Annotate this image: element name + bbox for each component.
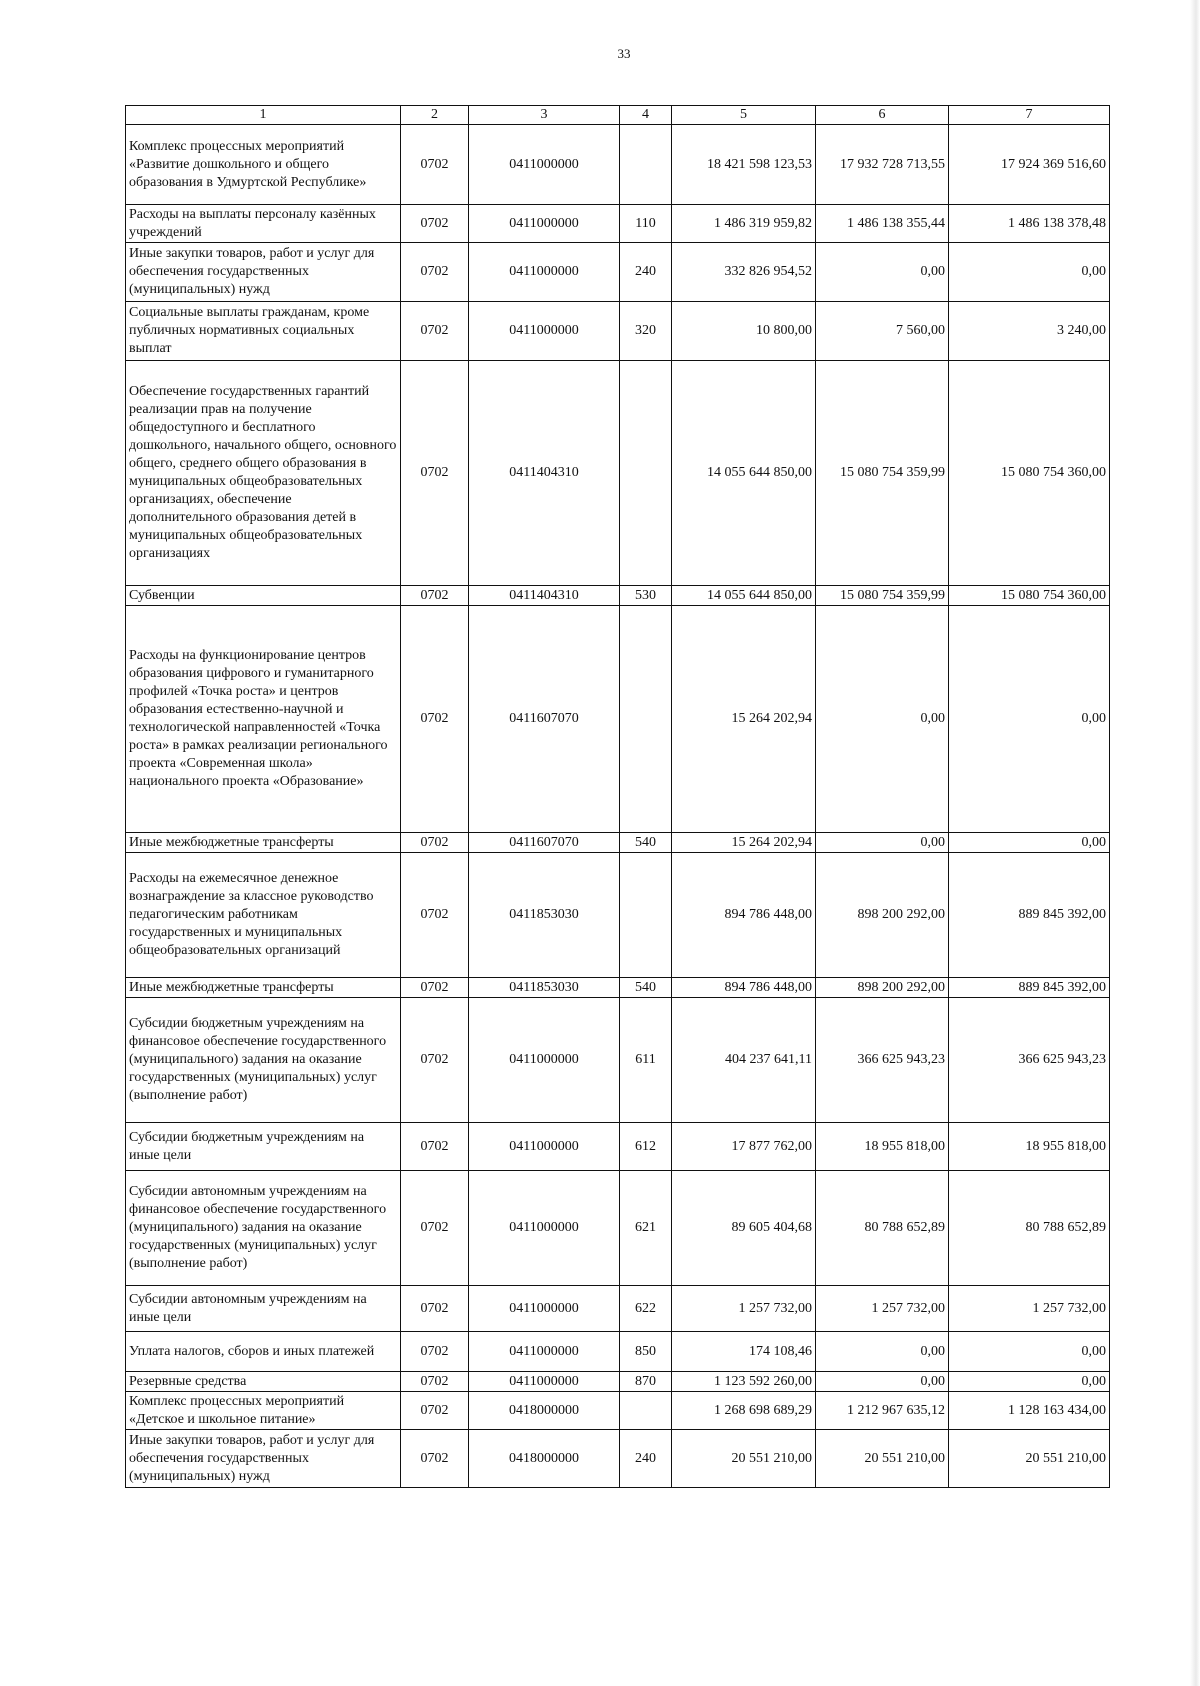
row-target-code: 0411404310: [469, 586, 620, 606]
row-value-6: 0,00: [816, 833, 949, 853]
row-value-5: 404 237 641,11: [672, 998, 816, 1123]
row-target-code: 0411853030: [469, 978, 620, 998]
table-row: [126, 1392, 1110, 1430]
row-section-code: 0702: [401, 1171, 469, 1286]
col-header-7: 7: [949, 106, 1110, 125]
row-value-5: 89 605 404,68: [672, 1171, 816, 1286]
row-value-7: 18 955 818,00: [949, 1123, 1110, 1171]
row-value-7: 1 486 138 378,48: [949, 205, 1110, 243]
row-target-code: 0411000000: [469, 1123, 620, 1171]
row-target-code: 0411853030: [469, 853, 620, 978]
row-value-6: 18 955 818,00: [816, 1123, 949, 1171]
row-expense-type: [620, 853, 672, 978]
row-value-7: 3 240,00: [949, 302, 1110, 361]
row-value-7: 889 845 392,00: [949, 853, 1110, 978]
row-target-code: 0411000000: [469, 125, 620, 205]
row-target-code: 0411000000: [469, 1171, 620, 1286]
col-header-3: 3: [469, 106, 620, 125]
row-expense-type: [620, 361, 672, 586]
row-expense-type: 240: [620, 1430, 672, 1488]
table-row: [126, 978, 1110, 998]
row-expense-type: 530: [620, 586, 672, 606]
row-name: Субвенции: [126, 586, 401, 606]
row-expense-type: 110: [620, 205, 672, 243]
table-row: [126, 302, 1110, 361]
row-value-5: 17 877 762,00: [672, 1123, 816, 1171]
row-name: Обеспечение государственных гарантий реализации прав на получение общедоступного и бесплатного дошкольного, начального общего, основного общего, среднего общего образования в муниципальных общеобразовательных организациях, обеспечение дополнительного образования детей в муниципальных общеобразовательных организациях: [126, 361, 401, 586]
table-row: [126, 853, 1110, 978]
row-value-5: 894 786 448,00: [672, 853, 816, 978]
row-value-7: 1 257 732,00: [949, 1286, 1110, 1332]
row-value-6: 0,00: [816, 243, 949, 302]
row-value-7: 0,00: [949, 1332, 1110, 1372]
row-target-code: 0411607070: [469, 606, 620, 833]
row-value-5: 1 486 319 959,82: [672, 205, 816, 243]
row-section-code: 0702: [401, 998, 469, 1123]
row-value-5: 10 800,00: [672, 302, 816, 361]
row-value-5: 15 264 202,94: [672, 606, 816, 833]
row-name: Расходы на выплаты персоналу казённых учреждений: [126, 205, 401, 243]
col-header-5: 5: [672, 106, 816, 125]
row-value-5: 894 786 448,00: [672, 978, 816, 998]
row-value-5: 20 551 210,00: [672, 1430, 816, 1488]
header-row: [126, 106, 1110, 125]
row-section-code: 0702: [401, 1332, 469, 1372]
row-name: Субсидии автономным учреждениям на финансовое обеспечение государственного (муниципального) задания на оказание государственных (муниципальных) услуг (выполнение работ): [126, 1171, 401, 1286]
col-header-6: 6: [816, 106, 949, 125]
row-expense-type: 540: [620, 978, 672, 998]
row-value-5: 332 826 954,52: [672, 243, 816, 302]
table-row: [126, 243, 1110, 302]
row-value-6: 366 625 943,23: [816, 998, 949, 1123]
row-name: Иные межбюджетные трансферты: [126, 833, 401, 853]
row-value-6: 1 212 967 635,12: [816, 1392, 949, 1430]
table-row: [126, 1286, 1110, 1332]
row-name: Субсидии бюджетным учреждениям на иные цели: [126, 1123, 401, 1171]
row-name: Субсидии автономным учреждениям на иные цели: [126, 1286, 401, 1332]
row-value-7: 0,00: [949, 606, 1110, 833]
table-row: [126, 361, 1110, 586]
row-value-5: 15 264 202,94: [672, 833, 816, 853]
scan-edge: [1190, 0, 1200, 1686]
row-expense-type: 540: [620, 833, 672, 853]
row-name: Расходы на функционирование центров образования цифрового и гуманитарного профилей «Точка роста» и центров образования естественно-научной и технологической направленностей «Точка роста» в рамках реализации регионального проекта «Современная школа» национального проекта «Образование»: [126, 606, 401, 833]
row-value-6: 0,00: [816, 1332, 949, 1372]
row-value-7: 1 128 163 434,00: [949, 1392, 1110, 1430]
row-target-code: 0411404310: [469, 361, 620, 586]
table-row: [126, 125, 1110, 205]
row-section-code: 0702: [401, 125, 469, 205]
row-section-code: 0702: [401, 205, 469, 243]
table-row: [126, 998, 1110, 1123]
table-row: [126, 606, 1110, 833]
row-name: Иные закупки товаров, работ и услуг для обеспечения государственных (муниципальных) нужд: [126, 1430, 401, 1488]
row-name: Комплекс процессных мероприятий «Развитие дошкольного и общего образования в Удмуртской Республике»: [126, 125, 401, 205]
row-value-6: 1 486 138 355,44: [816, 205, 949, 243]
row-expense-type: 612: [620, 1123, 672, 1171]
row-section-code: 0702: [401, 586, 469, 606]
row-value-7: 0,00: [949, 1372, 1110, 1392]
row-section-code: 0702: [401, 302, 469, 361]
row-value-6: 0,00: [816, 606, 949, 833]
row-value-7: 15 080 754 360,00: [949, 586, 1110, 606]
row-target-code: 0411607070: [469, 833, 620, 853]
row-value-6: 15 080 754 359,99: [816, 586, 949, 606]
row-section-code: 0702: [401, 243, 469, 302]
row-expense-type: [620, 1392, 672, 1430]
row-name: Субсидии бюджетным учреждениям на финансовое обеспечение государственного (муниципального) задания на оказание государственных (муниципальных) услуг (выполнение работ): [126, 998, 401, 1123]
row-target-code: 0411000000: [469, 998, 620, 1123]
row-target-code: 0411000000: [469, 1286, 620, 1332]
row-name: Социальные выплаты гражданам, кроме публичных нормативных социальных выплат: [126, 302, 401, 361]
table-row: [126, 1171, 1110, 1286]
row-expense-type: 850: [620, 1332, 672, 1372]
row-section-code: 0702: [401, 1392, 469, 1430]
row-value-5: 18 421 598 123,53: [672, 125, 816, 205]
row-section-code: 0702: [401, 606, 469, 833]
row-expense-type: 621: [620, 1171, 672, 1286]
row-value-6: 20 551 210,00: [816, 1430, 949, 1488]
row-section-code: 0702: [401, 978, 469, 998]
row-target-code: 0411000000: [469, 1372, 620, 1392]
row-expense-type: [620, 606, 672, 833]
row-value-5: 14 055 644 850,00: [672, 361, 816, 586]
row-section-code: 0702: [401, 1430, 469, 1488]
row-section-code: 0702: [401, 1286, 469, 1332]
row-expense-type: 320: [620, 302, 672, 361]
row-value-6: 7 560,00: [816, 302, 949, 361]
row-value-5: 1 123 592 260,00: [672, 1372, 816, 1392]
row-value-7: 0,00: [949, 243, 1110, 302]
row-value-7: 889 845 392,00: [949, 978, 1110, 998]
row-section-code: 0702: [401, 833, 469, 853]
row-value-7: 80 788 652,89: [949, 1171, 1110, 1286]
row-value-6: 898 200 292,00: [816, 978, 949, 998]
table-row: [126, 1332, 1110, 1372]
row-name: Комплекс процессных мероприятий «Детское и школьное питание»: [126, 1392, 401, 1430]
row-value-5: 1 257 732,00: [672, 1286, 816, 1332]
table-row: [126, 586, 1110, 606]
page-number: 33: [617, 46, 631, 61]
row-value-6: 17 932 728 713,55: [816, 125, 949, 205]
table-row: [126, 1372, 1110, 1392]
budget-table: [125, 105, 1110, 1488]
row-value-7: 15 080 754 360,00: [949, 361, 1110, 586]
row-value-5: 14 055 644 850,00: [672, 586, 816, 606]
row-section-code: 0702: [401, 853, 469, 978]
table-row: [126, 205, 1110, 243]
row-value-7: 20 551 210,00: [949, 1430, 1110, 1488]
row-target-code: 0411000000: [469, 1332, 620, 1372]
row-name: Иные межбюджетные трансферты: [126, 978, 401, 998]
row-expense-type: 870: [620, 1372, 672, 1392]
row-value-6: 898 200 292,00: [816, 853, 949, 978]
row-expense-type: [620, 125, 672, 205]
row-value-6: 0,00: [816, 1372, 949, 1392]
row-value-5: 174 108,46: [672, 1332, 816, 1372]
row-value-7: 17 924 369 516,60: [949, 125, 1110, 205]
row-target-code: 0411000000: [469, 243, 620, 302]
row-section-code: 0702: [401, 1123, 469, 1171]
row-value-5: 1 268 698 689,29: [672, 1392, 816, 1430]
row-target-code: 0418000000: [469, 1392, 620, 1430]
row-value-6: 15 080 754 359,99: [816, 361, 949, 586]
col-header-4: 4: [620, 106, 672, 125]
row-target-code: 0411000000: [469, 205, 620, 243]
row-section-code: 0702: [401, 361, 469, 586]
row-name: Иные закупки товаров, работ и услуг для обеспечения государственных (муниципальных) нужд: [126, 243, 401, 302]
table-row: [126, 1123, 1110, 1171]
row-section-code: 0702: [401, 1372, 469, 1392]
table-row: [126, 1430, 1110, 1488]
row-value-6: 80 788 652,89: [816, 1171, 949, 1286]
row-value-7: 366 625 943,23: [949, 998, 1110, 1123]
row-target-code: 0411000000: [469, 302, 620, 361]
row-value-6: 1 257 732,00: [816, 1286, 949, 1332]
col-header-1: 1: [126, 106, 401, 125]
col-header-2: 2: [401, 106, 469, 125]
row-expense-type: 611: [620, 998, 672, 1123]
table-row: [126, 833, 1110, 853]
row-expense-type: 240: [620, 243, 672, 302]
row-value-7: 0,00: [949, 833, 1110, 853]
row-target-code: 0418000000: [469, 1430, 620, 1488]
row-name: Уплата налогов, сборов и иных платежей: [126, 1332, 401, 1372]
row-name: Расходы на ежемесячное денежное вознаграждение за классное руководство педагогическим работникам государственных и муниципальных общеобразовательных организаций: [126, 853, 401, 978]
row-expense-type: 622: [620, 1286, 672, 1332]
row-name: Резервные средства: [126, 1372, 401, 1392]
